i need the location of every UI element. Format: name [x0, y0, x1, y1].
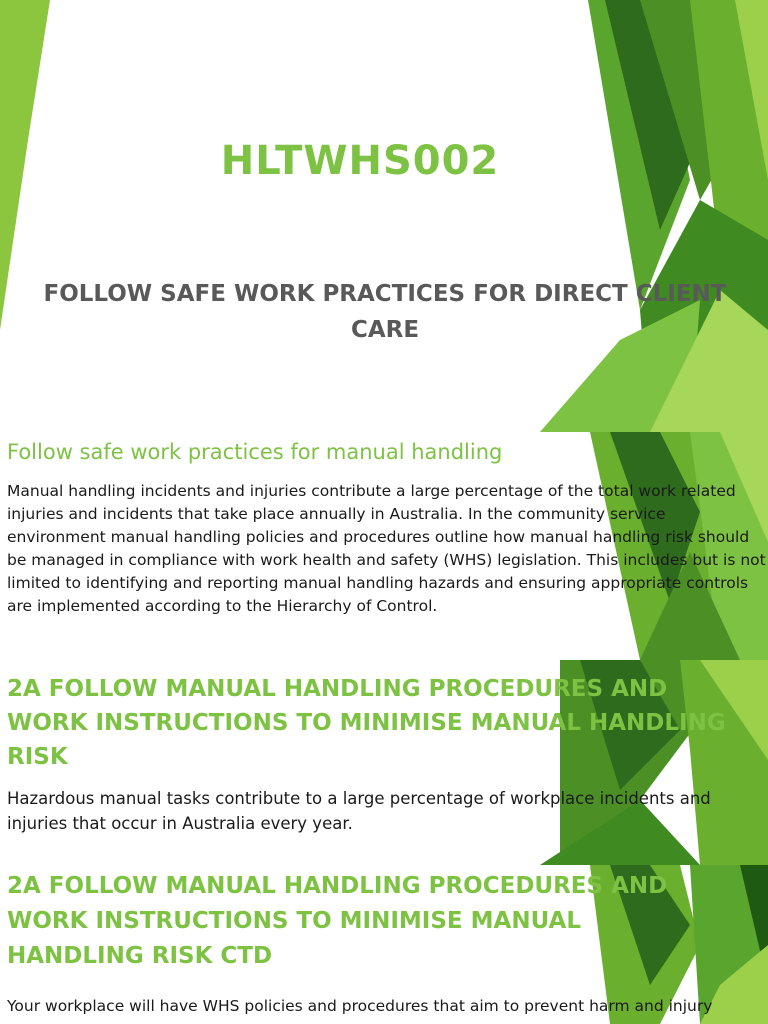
slide-title: HLTWHS002 — [220, 138, 500, 184]
slide-body-text: Hazardous manual tasks contribute to a large percentage of workplace incidents and injuries that occur in Australia every year. — [7, 789, 711, 833]
slide-body-text: Your workplace will have WHS policies and procedures that aim to prevent harm and injury — [7, 997, 713, 1015]
content-slide-manual-handling — [0, 432, 768, 660]
green-shard-decoration — [0, 0, 768, 432]
slide-heading: 2A FOLLOW MANUAL HANDLING PROCEDURES AND WORK INSTRUCTIONS TO MINIMISE MANUAL HANDLING RISK CTD — [7, 873, 668, 969]
content-slide-2a-ctd — [0, 865, 768, 1024]
slide-subtitle: FOLLOW SAFE WORK PRACTICES FOR DIRECT CLIENT CARE — [43, 281, 727, 343]
slide-heading: 2A FOLLOW MANUAL HANDLING PROCEDURES AND WORK INSTRUCTIONS TO MINIMISE MANUAL HANDLING RISK — [7, 676, 726, 770]
content-slide-2a — [0, 660, 768, 865]
slide-heading: Follow safe work practices for manual handling — [7, 440, 503, 464]
slide-body-text: Manual handling incidents and injuries contribute a large percentage of the total work related injuries and incidents that take place annually in Australia. In the community service environment manual handling policies and procedures outline how manual handling risk should be managed in compliance with work health and safety (WHS) legislation. This includes but is not limited to identifying and reporting manual handling hazards and ensuring appropriate controls are implemented according to the Hierarchy of Control. — [7, 482, 766, 615]
title-slide — [0, 0, 768, 432]
